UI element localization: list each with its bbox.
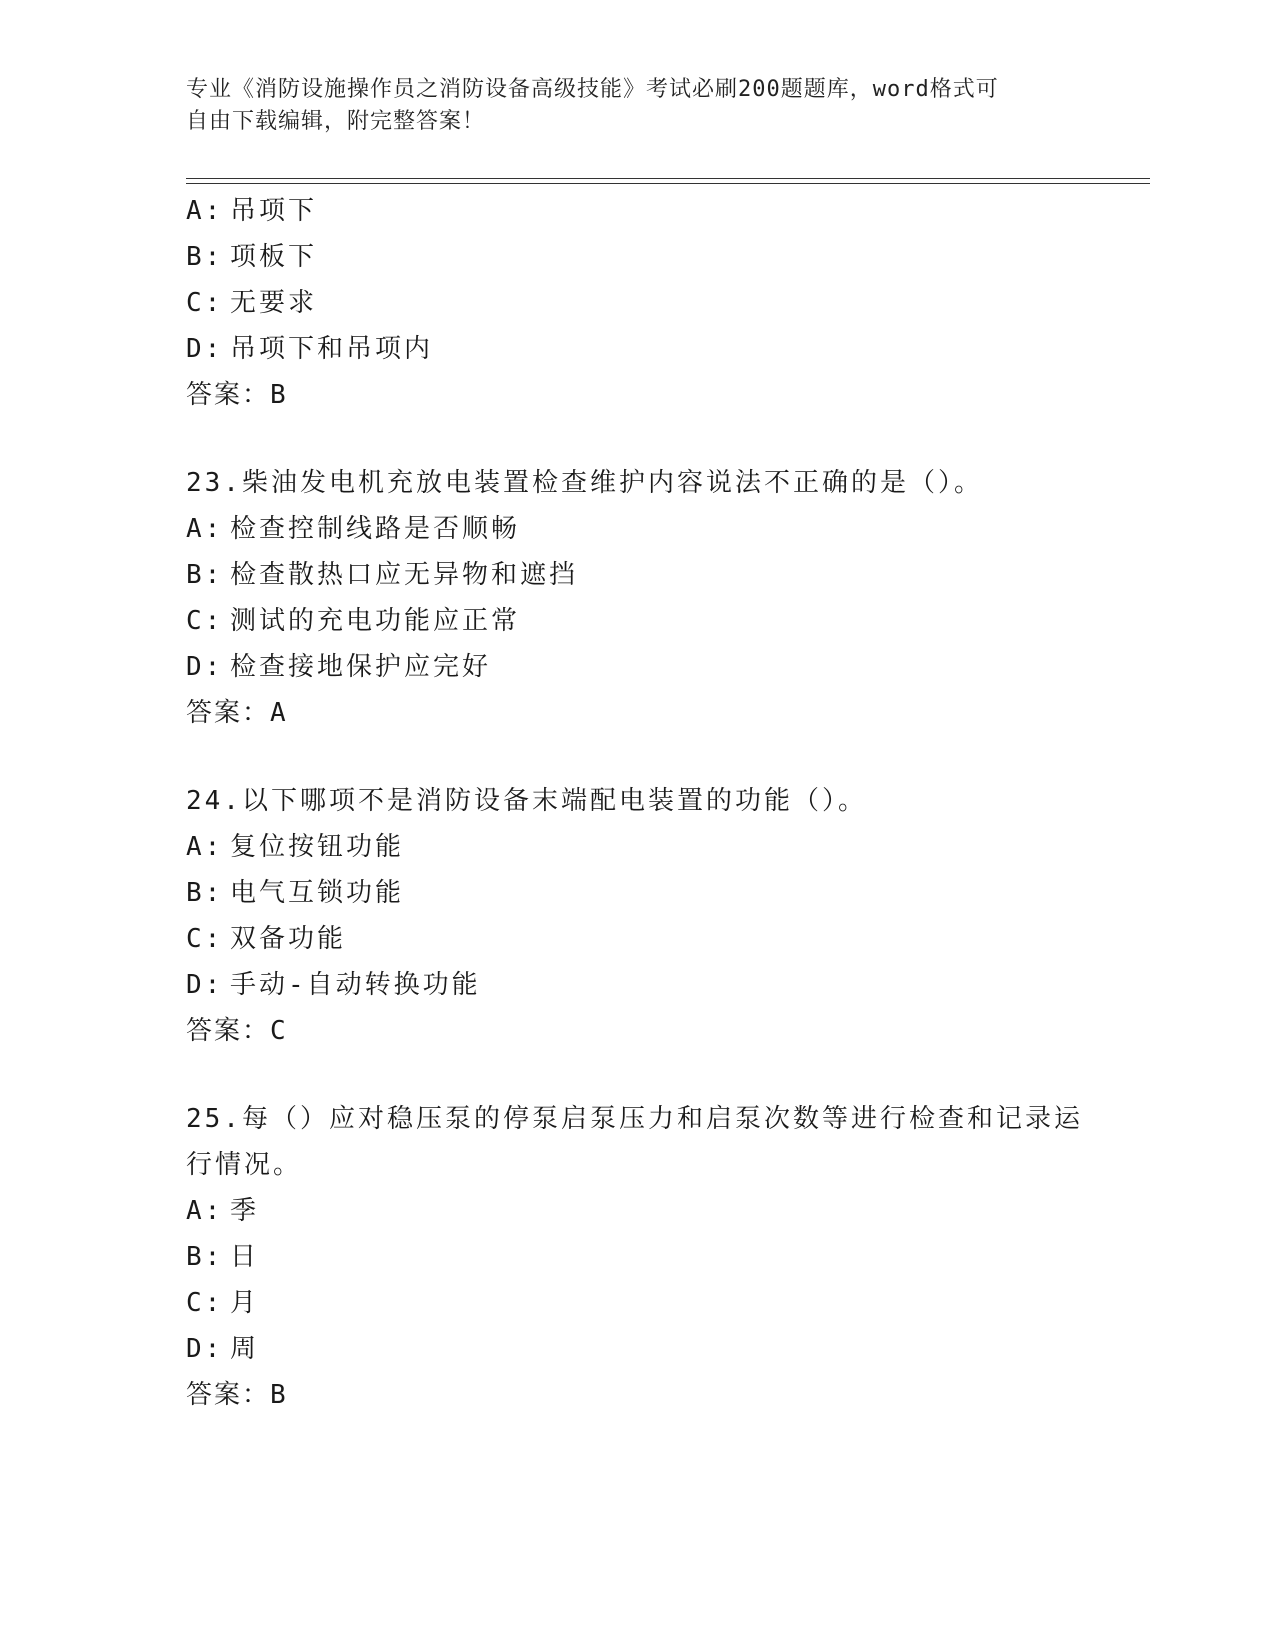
option-c	[186, 916, 1086, 962]
answer-value: C	[270, 1016, 289, 1046]
question-22-continued	[186, 188, 1086, 418]
option-text: 季	[230, 1196, 260, 1226]
option-text: 复位按钮功能	[230, 832, 405, 862]
option-text: 双备功能	[230, 924, 347, 954]
option-letter: D:	[186, 970, 224, 1000]
option-c	[186, 598, 1086, 644]
option-letter: C:	[186, 288, 224, 318]
option-c	[186, 1280, 1086, 1326]
answer-value: A	[270, 698, 289, 728]
header-divider-bottom	[186, 183, 1150, 184]
option-text: 项板下	[230, 242, 318, 272]
option-b	[186, 552, 1086, 598]
answer-label: 答案：	[186, 1016, 271, 1046]
option-letter: B:	[186, 878, 224, 908]
header-line-2: 自由下载编辑，附完整答案！	[186, 109, 486, 134]
question-spacer	[186, 1054, 1086, 1096]
option-d	[186, 644, 1086, 690]
answer-line	[186, 372, 1086, 418]
option-d	[186, 326, 1086, 372]
option-letter: B:	[186, 242, 224, 272]
option-letter: C:	[186, 606, 224, 636]
answer-line	[186, 1372, 1086, 1418]
option-a	[186, 506, 1086, 552]
option-b	[186, 1234, 1086, 1280]
question-23	[186, 460, 1086, 736]
answer-line	[186, 690, 1086, 736]
answer-value: B	[270, 380, 289, 410]
option-letter: C:	[186, 924, 224, 954]
question-spacer	[186, 418, 1086, 460]
option-letter: B:	[186, 1242, 224, 1272]
option-text: 检查控制线路是否顺畅	[230, 514, 521, 544]
option-text: 电气互锁功能	[230, 878, 405, 908]
option-text: 月	[230, 1288, 260, 1318]
option-c	[186, 280, 1086, 326]
question-24	[186, 778, 1086, 1054]
option-a	[186, 1188, 1086, 1234]
option-letter: C:	[186, 1288, 224, 1318]
header-divider-top	[186, 178, 1150, 179]
option-letter: D:	[186, 652, 224, 682]
option-a	[186, 824, 1086, 870]
question-list	[186, 188, 1086, 1418]
option-text: 无要求	[230, 288, 318, 318]
option-letter: B:	[186, 560, 224, 590]
question-stem-continued: 行情况。	[186, 1150, 303, 1180]
question-stem: 25.每（）应对稳压泵的停泵启泵压力和启泵次数等进行检查和记录运	[186, 1104, 1083, 1134]
option-letter: A:	[186, 196, 224, 226]
question-stem: 24.以下哪项不是消防设备末端配电装置的功能（）。	[186, 786, 867, 816]
question-stem: 23.柴油发电机充放电装置检查维护内容说法不正确的是（）。	[186, 468, 983, 498]
option-text: 测试的充电功能应正常	[230, 606, 521, 636]
option-text: 手动-自动转换功能	[230, 970, 481, 1000]
option-letter: D:	[186, 1334, 224, 1364]
option-text: 吊项下和吊项内	[230, 334, 434, 364]
question-spacer	[186, 736, 1086, 778]
option-letter: D:	[186, 334, 224, 364]
question-25	[186, 1096, 1086, 1418]
header-line-1: 专业《消防设施操作员之消防设备高级技能》考试必刷200题题库，word格式可	[186, 77, 999, 102]
document-header	[186, 74, 1066, 138]
option-b	[186, 870, 1086, 916]
option-text: 检查接地保护应完好	[230, 652, 492, 682]
answer-label: 答案：	[186, 380, 271, 410]
option-b	[186, 234, 1086, 280]
answer-label: 答案：	[186, 1380, 271, 1410]
option-letter: A:	[186, 514, 224, 544]
option-a	[186, 188, 1086, 234]
option-text: 检查散热口应无异物和遮挡	[230, 560, 579, 590]
option-text: 吊项下	[230, 196, 318, 226]
option-letter: A:	[186, 832, 224, 862]
option-text: 周	[230, 1334, 260, 1364]
option-d	[186, 1326, 1086, 1372]
answer-value: B	[270, 1380, 289, 1410]
option-d	[186, 962, 1086, 1008]
option-letter: A:	[186, 1196, 224, 1226]
answer-label: 答案：	[186, 698, 271, 728]
answer-line	[186, 1008, 1086, 1054]
option-text: 日	[230, 1242, 260, 1272]
